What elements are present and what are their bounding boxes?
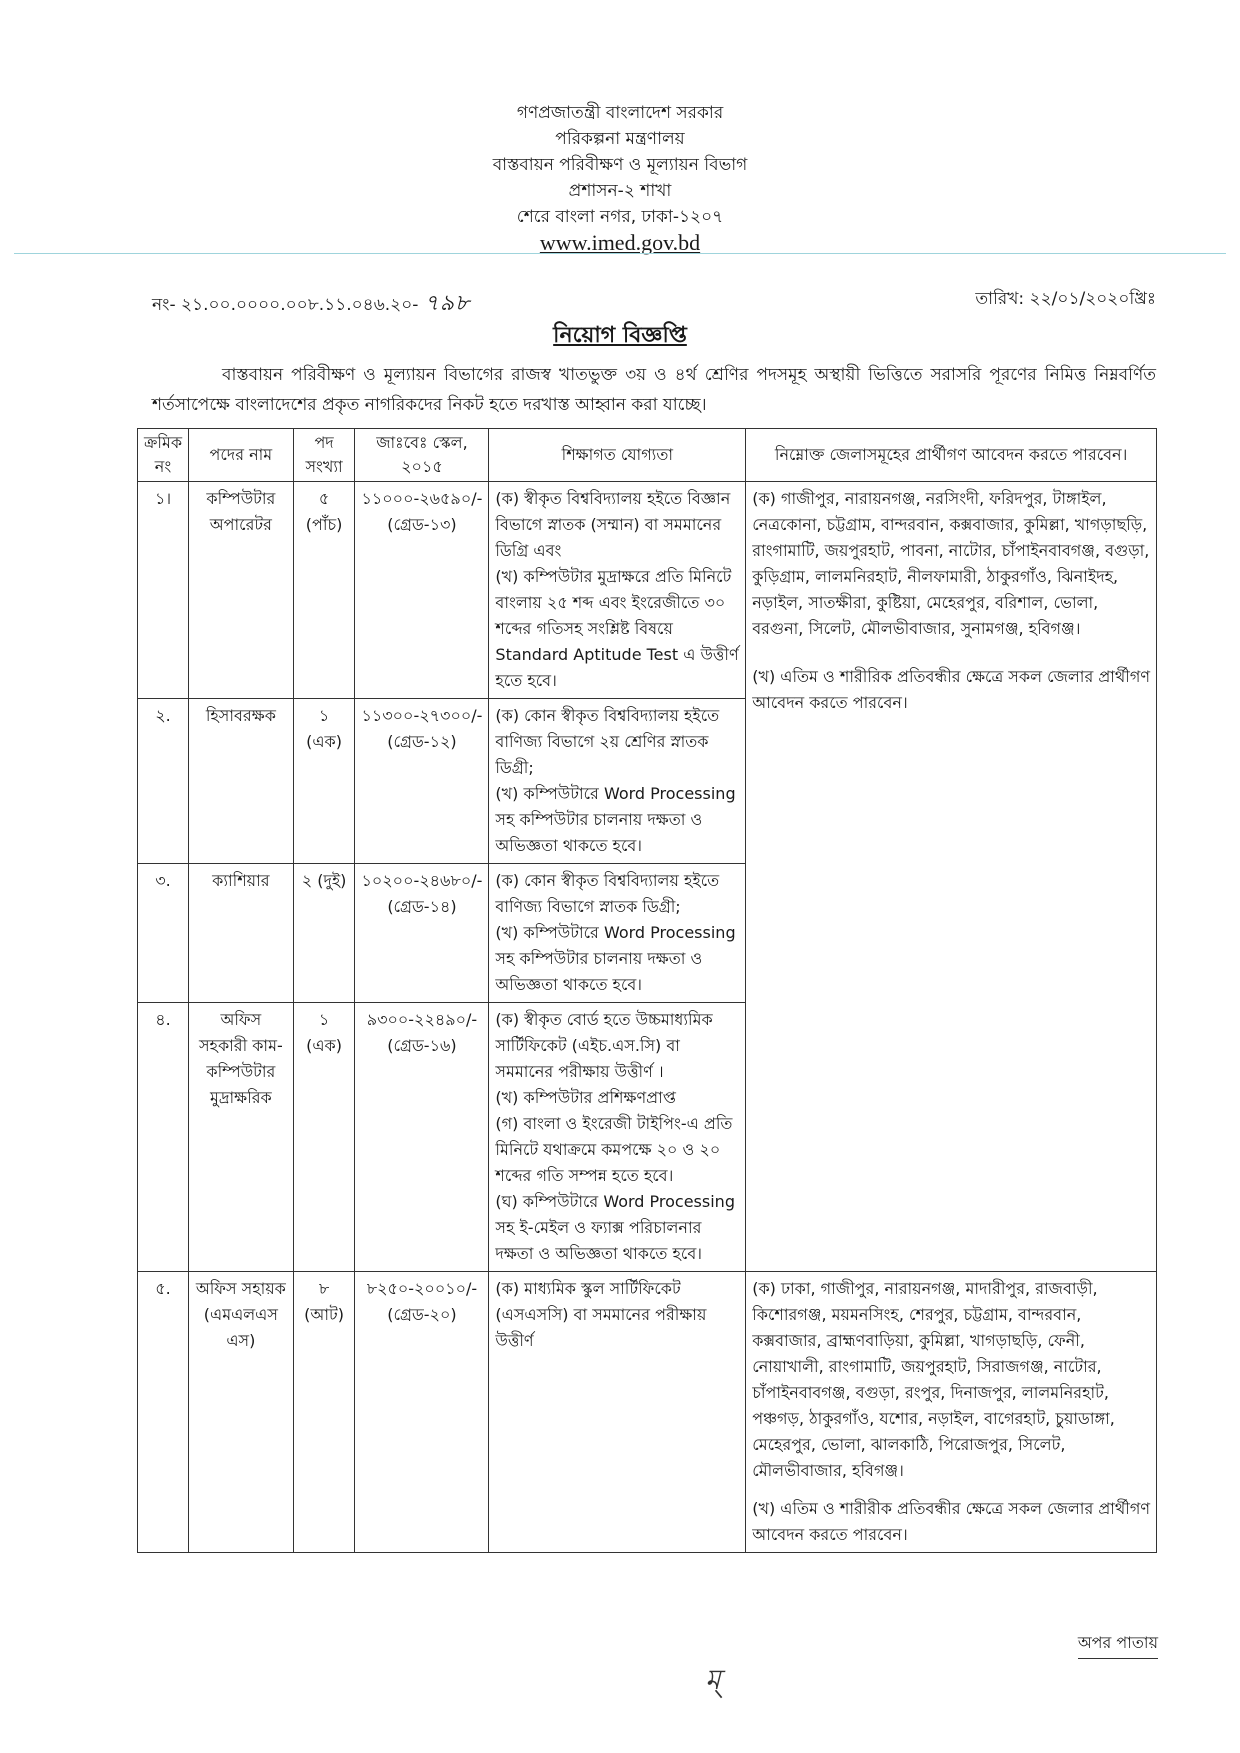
header-qualification: শিক্ষাগত যোগ্যতা xyxy=(489,429,746,482)
letterhead xyxy=(0,100,1240,256)
row-qualification xyxy=(489,1003,746,1272)
eligibility-item: (ক) গাজীপুর, নারায়নগঞ্জ, নরসিংদী, ফরিদপুর, টাঙ্গাইল, নেত্রকোনা, চট্টগ্রাম, বান্দরবান, কক্সবাজার, কুমিল্লা, খাগড়াছড়ি, রাংগামাটি, জয়পুরহাট, পাবনা, নাটোর, চাঁপাইনবাবগঞ্জ, বগুড়া, কুড়িগ্রাম, লালমনিরহাট, নীলফামারী, ঠাকুরগাঁও, ঝিনাইদহ, নড়াইল, সাতক্ষীরা, কুষ্টিয়া, মেহেরপুর, বরিশাল, ভোলা, বরগুনা, সিলেট, মৌলভীবাজার, সুনামগঞ্জ, হবিগঞ্জ। xyxy=(752,489,1150,638)
header-eligibility: নিম্নোক্ত জেলাসমূহের প্রার্থীগণ আবেদন করতে পারবেন। xyxy=(746,429,1157,482)
row-serial: ৫. xyxy=(138,1272,189,1553)
row-scale: ১০২০০-২৪৬৮০/- (গ্রেড-১৪) xyxy=(355,864,489,1003)
letterhead-line: প্রশাসন-২ শাখা xyxy=(568,181,672,201)
row-count: ২ (দুই) xyxy=(293,864,355,1003)
continued-on-next-page: অপর পাতায় xyxy=(1078,1630,1158,1659)
intro-paragraph: বাস্তবায়ন পরিবীক্ষণ ও মূল্যায়ন বিভাগের রাজস্ব খাতভুক্ত ৩য় ও ৪র্থ শ্রেণির পদসমূহ অস্থায়ী ভিত্তিতে সরাসরি পূরণের নিমিত্ত নিম্নবর্ণিত শর্তসাপেক্ষে বাংলাদেশের প্রকৃত নাগরিকদের নিকট হতে দরখাস্ত আহ্বান করা যাচ্ছে। xyxy=(152,365,1156,415)
memo-date: তারিখ: ২২/০১/২০২০খ্রিঃ xyxy=(975,289,1156,309)
row-qualification xyxy=(489,1272,746,1553)
row-scale: ৮২৫০-২০০১০/- (গ্রেড-২০) xyxy=(355,1272,489,1553)
row-serial: ২. xyxy=(138,699,189,864)
row-post: অফিস সহকারী কাম-কম্পিউটার মুদ্রাক্ষরিক xyxy=(189,1003,294,1272)
letterhead-line: পরিকল্পনা মন্ত্রণালয় xyxy=(555,129,685,149)
qualification-item: (ক) কোন স্বীকৃত বিশ্ববিদ্যালয় হইতে বাণিজ্য বিভাগে স্নাতক ডিগ্রী; xyxy=(495,871,720,916)
qualification-item: (ক) স্বীকৃত বিশ্ববিদ্যালয় হইতে বিজ্ঞান বিভাগে স্নাতক (সম্মান) বা সমমানের ডিগ্রি এবং xyxy=(495,489,731,560)
qualification-item: (ক) কোন স্বীকৃত বিশ্ববিদ্যালয় হইতে বাণিজ্য বিভাগে ২য় শ্রেণির স্নাতক ডিগ্রী; xyxy=(495,706,720,777)
row-count: ৮ (আট) xyxy=(293,1272,355,1553)
row-count: ১ (এক) xyxy=(293,699,355,864)
eligibility-item: (খ) এতিম ও শারীরিক প্রতিবন্ধীর ক্ষেত্রে সকল জেলার প্রার্থীগণ আবেদন করতে পারবেন। xyxy=(752,667,1151,712)
letterhead-line: শেরে বাংলা নগর, ঢাকা-১২০৭ xyxy=(516,207,724,227)
qualification-item: (গ) বাংলা ও ইংরেজী টাইপিং-এ প্রতি মিনিটে যথাক্রমে কমপক্ষে ২০ ও ২০ শব্দের গতি সম্পন্ন হতে হবে। xyxy=(495,1114,733,1185)
row-scale: ৯৩০০-২২৪৯০/- (গ্রেড-১৬) xyxy=(355,1003,489,1272)
header-divider xyxy=(14,253,1226,254)
qualification-item: (খ) কম্পিউটার মুদ্রাক্ষরে প্রতি মিনিটে বাংলায় ২৫ শব্দ এবং ইংরেজীতে ৩০ শব্দের গতিসহ সংশ্লিষ্ট বিষয়ে Standard Aptitude Test এ উত্তীর্ণ হতে হবে। xyxy=(495,567,739,690)
row-serial: ৩. xyxy=(138,864,189,1003)
website-link[interactable]: www.imed.gov.bd xyxy=(539,230,701,255)
table-header-row xyxy=(138,429,1157,482)
letterhead-line: গণপ্রজাতন্ত্রী বাংলাদেশ সরকার xyxy=(516,103,724,123)
row-count: ৫ (পাঁচ) xyxy=(293,482,355,699)
row-post: ক্যাশিয়ার xyxy=(189,864,294,1003)
row-post: হিসাবরক্ষক xyxy=(189,699,294,864)
row-qualification xyxy=(489,699,746,864)
table-row xyxy=(138,482,1157,699)
row-scale: ১১০০০-২৬৫৯০/- (গ্রেড-১৩) xyxy=(355,482,489,699)
row-post: অফিস সহায়ক (এমএলএস এস) xyxy=(189,1272,294,1553)
qualification-item: (খ) কম্পিউটারে Word Processing সহ কম্পিউটার চালনায় দক্ষতা ও অভিজ্ঞতা থাকতে হবে। xyxy=(495,923,736,994)
table-row xyxy=(138,1272,1157,1553)
row-post: কম্পিউটার অপারেটর xyxy=(189,482,294,699)
vacancy-table xyxy=(137,428,1157,1553)
page-title-text: নিয়োগ বিজ্ঞপ্তি xyxy=(553,323,687,348)
header-scale: জাঃবেঃ স্কেল, ২০১৫ xyxy=(355,429,489,482)
row-count: ১ (এক) xyxy=(293,1003,355,1272)
eligibility-item: (ক) ঢাকা, গাজীপুর, নারায়নগঞ্জ, মাদারীপুর, রাজবাড়ী, কিশোরগঞ্জ, ময়মনসিংহ, শেরপুর, চট্টগ্রাম, বান্দরবান, কক্সবাজার, ব্রাহ্মণবাড়িয়া, কুমিল্লা, খাগড়াছড়ি, ফেনী, নোয়াখালী, রাংগামাটি, জয়পুরহাট, সিরাজগঞ্জ, নাটোর, চাঁপাইনবাবগঞ্জ, বগুড়া, রংপুর, দিনাজপুর, লালমনিরহাট, পঞ্চগড়, ঠাকুরগাঁও, যশোর, নড়াইল, বাগেরহাট, চুয়াডাঙ্গা, মেহেরপুর, ভোলা, ঝালকাঠি, পিরোজপুর, সিলেট, মৌলভীবাজার, হবিগঞ্জ। xyxy=(752,1279,1115,1480)
row-qualification xyxy=(489,864,746,1003)
handwritten-initial: ম্ xyxy=(705,1663,721,1696)
page-title xyxy=(0,318,1240,355)
memo-number-text: নং- ২১.০০.০০০০.০০৮.১১.০৪৬.২০- xyxy=(152,295,419,315)
qualification-item: (ক) স্বীকৃত বোর্ড হতে উচ্চমাধ্যমিক সার্টিফিকেট (এইচ.এস.সি) বা সমমানের পরীক্ষায় উত্তীর্ণ । xyxy=(495,1010,713,1081)
memo-number-handwritten: ৭৯৮ xyxy=(424,291,471,316)
row-eligibility-group-1 xyxy=(746,482,1157,1272)
qualification-item: (ঘ) কম্পিউটারে Word Processing সহ ই-মেইল ও ফ্যাক্স পরিচালনার দক্ষতা ও অভিজ্ঞতা থাকতে হবে। xyxy=(495,1192,735,1263)
header-serial: ক্রমিক নং xyxy=(138,429,189,482)
letterhead-line: বাস্তবায়ন পরিবীক্ষণ ও মূল্যায়ন বিভাগ xyxy=(492,155,748,175)
qualification-item: (খ) কম্পিউটার প্রশিক্ষণপ্রাপ্ত xyxy=(495,1088,676,1107)
row-scale: ১১৩০০-২৭৩০০/- (গ্রেড-১২) xyxy=(355,699,489,864)
qualification-item: (খ) কম্পিউটারে Word Processing সহ কম্পিউটার চালনায় দক্ষতা ও অভিজ্ঞতা থাকতে হবে। xyxy=(495,784,736,855)
header-post: পদের নাম xyxy=(189,429,294,482)
qualification-item: (ক) মাধ্যমিক স্কুল সার্টিফিকেট (এসএসসি) বা সমমানের পরীক্ষায় উত্তীর্ণ xyxy=(495,1279,707,1350)
header-count: পদ সংখ্যা xyxy=(293,429,355,482)
row-serial: ৪. xyxy=(138,1003,189,1272)
row-serial: ১। xyxy=(138,482,189,699)
eligibility-item: (খ) এতিম ও শারীরীক প্রতিবন্ধীর ক্ষেত্রে সকল জেলার প্রার্থীগণ আবেদন করতে পারবেন। xyxy=(752,1499,1151,1544)
row-eligibility-group-2 xyxy=(746,1272,1157,1553)
row-qualification xyxy=(489,482,746,699)
